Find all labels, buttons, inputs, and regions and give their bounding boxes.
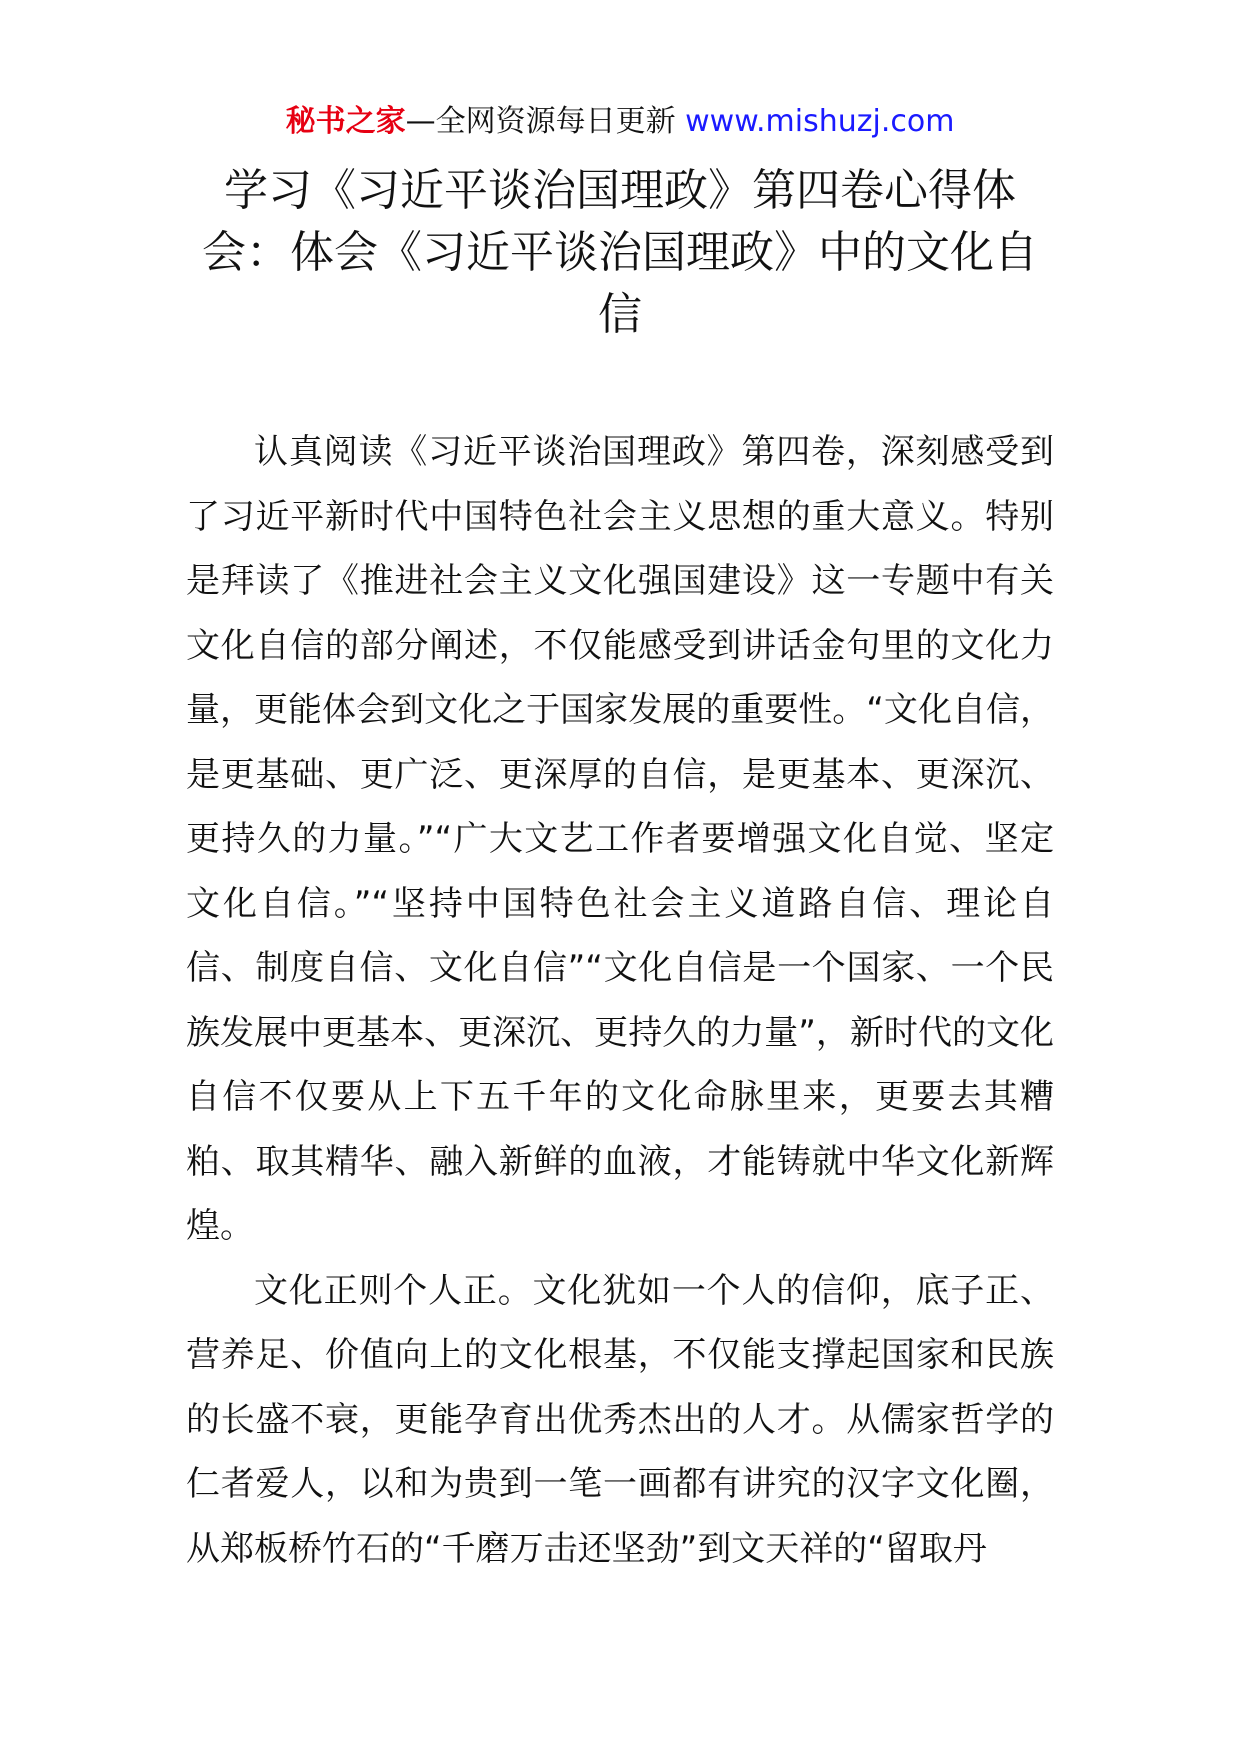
site-header bbox=[0, 100, 1240, 144]
brand-name: 秘书之家 bbox=[285, 104, 406, 139]
site-url-link[interactable]: www.mishuzj.com bbox=[685, 104, 955, 139]
document-title: 学习《习近平谈治国理政》第四卷心得体会：体会《习近平谈治国理政》中的文化自信 bbox=[202, 165, 1038, 340]
paragraph-2: 文化正则个人正。文化犹如一个人的信仰，底子正、营养足、价值向上的文化根基，不仅能支撑起国家和民族的长盛不衰，更能孕育出优秀杰出的人才。从儒家哲学的仁者爱人，以和为贵到一笔一画都有讲究的汉字文化圈，从郑板桥竹石的“千磨万击还坚劲”到文天祥的“留取丹 bbox=[186, 1270, 1054, 1569]
paragraph-1: 认真阅读《习近平谈治国理政》第四卷，深刻感受到了习近平新时代中国特色社会主义思想的重大意义。特别是拜读了《推进社会主义文化强国建设》这一专题中有关文化自信的部分阐述，不仅能感受到讲话金句里的文化力量，更能体会到文化之于国家发展的重要性。“文化自信，是更基础、更广泛、更深厚的自信，是更基本、更深沉、更持久的力量。”“广大文艺工作者要增强文化自觉、坚定文化自信。”“坚持中国特色社会主义道路自信、理论自信、制度自信、文化自信”“文化自信是一个国家、一个民族发展中更基本、更深沉、更持久的力量”，新时代的文化自信不仅要从上下五千年的文化命脉里来，更要去其糟粕、取其精华、融入新鲜的血液，才能铸就中华文化新辉煌。 bbox=[186, 432, 1054, 1246]
document-body bbox=[186, 420, 1054, 1581]
header-tagline: —全网资源每日更新 bbox=[405, 104, 676, 139]
